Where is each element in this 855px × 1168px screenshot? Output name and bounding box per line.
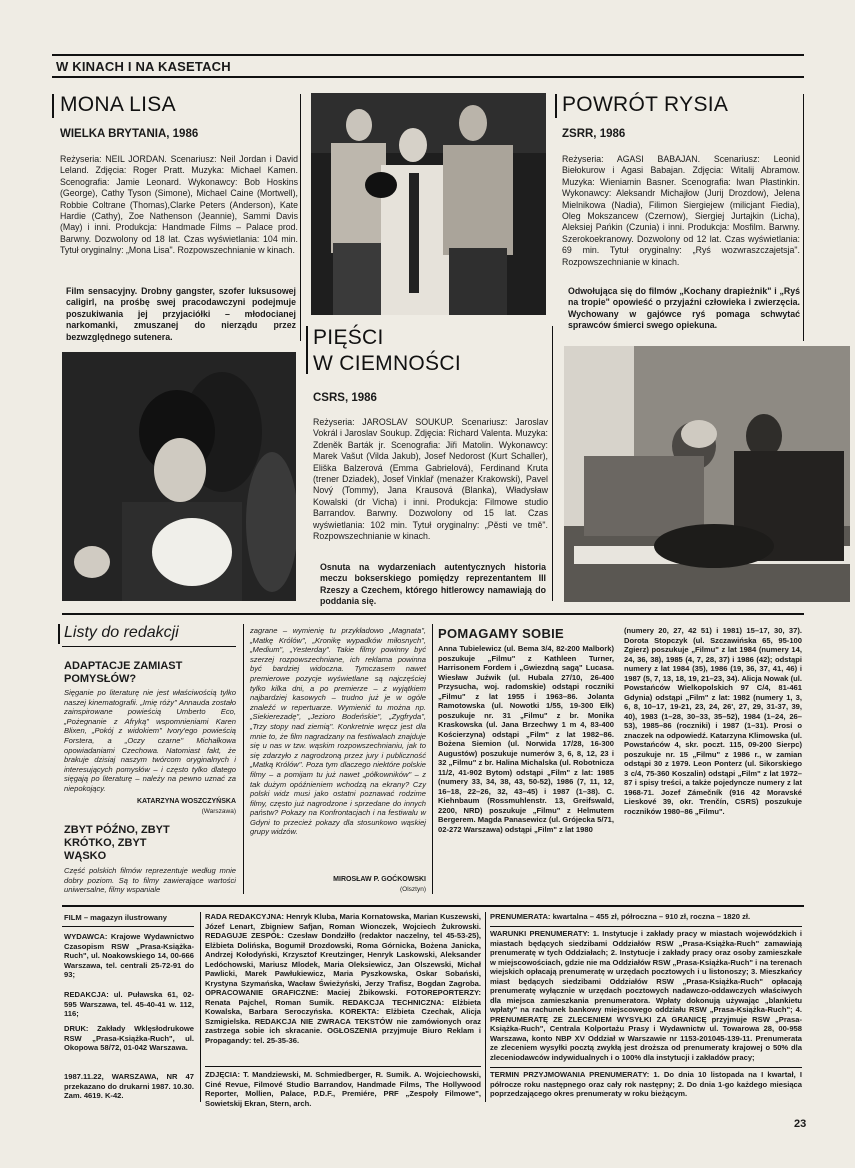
rys-lead: Odwołująca się do filmów „Kochany drapieżnik" i „Ryś na tropie" opowieść o przyjaźni człowieka i zwierzęcia. Wychowany w gajówce ryś pomaga schwytać sprawców śmierci swego opiekuna. <box>568 286 800 331</box>
photo-mona-lisa <box>62 352 296 601</box>
adapt-title: ADAPTACJE ZAMIAST POMYSŁÓW? <box>64 660 183 685</box>
piesci-credits: Reżyseria: JAROSLAV SOUKUP. Scenariusz: Jaroslav Vokrál i Jaroslav Soukup. Zdjęcia: Richard Valenta. Muzyka: Zdeněk Barták jr. Scenografia: Jiři Matolin. Wykonawcy: Marek Vašut (Vilda Jakub), Josef Nedorost (Kurt Schaller), Eliška Balzerová (Emma Gabrielová), Ferdinand Kruta (trener Dziadek), Josef Vinklař (menażer Krakowski), Pavel Nový (Tommy), Jana Krausová (Blanka), Władysław Kowalski (dr Vicha) i inni. Produkcja: Filmowe studio Barrandov. Barwny. Dozwolony od 15 lat. Czas wyświetlania: 102 min. Tytuł oryginalny: „Pěsti ve tmě". Rozpowszechnianie w kinach. <box>313 417 548 542</box>
rys-country: ZSRR, 1986 <box>562 128 626 140</box>
imprint-warunki: WARUNKI PRENUMERATY: 1. Instytucje i zakłady pracy w miastach wojewódzkich i miastach będących siedzibami Oddziałów RSW „Prasa-Książka-Ruch" zamawiają prenumeratę w tych Oddziałach; 2. Instytucje i zakłady pracy oraz osoby zamieszkałe w miejscowościach, gdzie nie ma Oddziałów RSW „Prasa-Książka-Ruch" i na terenach wiejskich opłacają prenumeratę w urzędach pocztowych i u listonoszy; 3. Mieszkańcy miast będących siedzibami Oddziałów RSW „Prasa-Książka-Ruch" opłacają prenumeratę wyłącznie w urzędach pocztowych nadawczo-oddawczych właściwych dla miejsca zamieszkania prenumeratora. Wpłaty dokonują używając „blankietu wpłaty" na rachunek bankowy miejscowego oddziału RSW „Prasa-Książka-Ruch"; 4. PRENUMERATĘ ZE ZLECENIEM WYSYŁKI ZA GRANICĘ przyjmuje RSW „Prasa-Książka-Ruch", Centrala Kolportażu Prasy i Wydawnictw ul. Towarowa 28, 00-958 Warszawa, konto NBP XV Oddział w Warszawie nr 1153-201045-139-11. Prenumerata ze zleceniem wysyłki pocztą zwykłą jest droższa od prenumeraty krajowej o 50% dla zleceniodawców indywidualnych i o 100% dla instytucji i zakładów pracy; <box>490 929 802 1062</box>
pomagamy-header: POMAGAMY SOBIE <box>438 626 565 641</box>
imprint-title-rule <box>62 926 194 927</box>
listy-left-bar <box>58 624 60 644</box>
adapt-text: Sięganie po literaturę nie jest właściwością tylko naszej kinematografii. „Imię róży" Annauda zostało zainspirowane powieścią Umberto Eco, „Pożegnanie z Afryką" wspomnieniami Karen Blixen, „Pokój z widokiem" Ivory'ego powieścią Forstera, a „Oczy czarne" Michałkowa opowiadaniami Czechowa. Natomiast fakt, że brakuje dzisiaj naszym twórcom oryginalnych i interesujących pomysłów – i często tylko dlatego sięgają po literaturę – należy na pewno uznać za niepokojący. <box>64 688 236 793</box>
imprint-rule-1 <box>200 912 201 1102</box>
mona-title: MONA LISA <box>60 93 176 116</box>
col2-city: (Olsztyn) <box>400 886 426 893</box>
mona-left-bar <box>52 94 54 118</box>
piesci-column-rule <box>552 326 553 601</box>
imprint-zdjecia-rule <box>205 1066 481 1067</box>
imprint-termin-rule <box>490 1067 802 1068</box>
zbyt-title: ZBYT PÓŹNO, ZBYT KRÓTKO, ZBYT WĄSKO <box>64 824 170 862</box>
piesci-left-bar <box>306 326 308 374</box>
rys-column-rule <box>803 94 804 341</box>
adapt-city: (Warszawa) <box>201 808 236 815</box>
imprint-warunki-rule <box>490 926 802 927</box>
pomagamy-col2: (numery 20, 27, 42 51) i 1981) 15–17, 30, 37). Dorota Stopczyk (ul. Szczawińska 65, 95-100 Zgierz) poszukuje „Filmu" z lat 1984 (numery 14, 24, 36, 38), 1985 (4, 7, 28, 37) i 1986 (42); odstąpi numery z lat 1984 (35), 1986 (19, 36, 37, 41, 46) i 1987 (5, 7, 13, 18, 19, 21–23, 34). Alicja Nowak (ul. Powstańców Wielkopolskich 97 C/4, 81-461 Gdynia) odstąpi „Film" z lat: 1982 (numery 1, 3, 6, 8, 10–17, 19-21, 23, 24, 26', 27, 29, 31-37, 39, 40), 1983 (1–28, 30–33, 35–52), 1984 (1–24, 26–53), 1985–86 (roczniki) i 1987 (1–31). Prosi o znaczek na odpowiedź. Katarzyna Klimowska (ul. Powstańców 4, skr. poczt. 115, 09-200 Sierpc) poszukuje nr. 15 „Filmu" z 1986 r., w zamian odstąpi 30 z 1979. Leon Ponterz (ul. Sikorskiego 3 c/4, 75-360 Koszalin) odstąpi „Film" z lat 1972–87 i spisy treści, a także pojedyncze numery z lat 1968-71. Jozef Zámečník (916 42 Moravské Lieskové 39, okr. Trenčín, CSRS) poszukuje roczników 1980–86 „Filmu". <box>624 626 802 816</box>
piesci-country: CSRS, 1986 <box>313 392 377 404</box>
page-number: 23 <box>794 1118 807 1130</box>
mona-column-rule <box>300 94 301 341</box>
imprint-rule-2 <box>485 912 486 1102</box>
piesci-title-line2: W CIEMNOŚCI <box>313 352 461 375</box>
adapt-signature: KATARZYNA WOSZCZYŃSKA <box>136 798 236 805</box>
piesci-lead: Osnuta na wydarzeniach autentycznych historia meczu bokserskiego pomiędzy reprezentantem III Rzeszy a Czechem, którego hitlerowcy namawiają do poddania się. <box>320 562 546 607</box>
listy-col2-text: zagrane – wymienię tu przykładowo „Magnata", „Matkę Królów", „Kronikę wypadków miłosnych", „Medium", „Yesterday". Takie filmy powinny być szerzej rozpowszechniane, ich reklama powinna być bardziej widoczna. Tymczasem nawet premierowe pozycje wyświetlane są najczęściej tylko kilka dni, a po premierze – z wyjątkiem najbardziej kasowych – trudno już je w ogóle znaleźć w repertuarze. Wymienić tu można np. „Siekierezadę", „Jezioro Bodeńskie", „Zygfryda", „Trzy stopy nad ziemią". Konkretnie wręcz jest dla mnie to, że film nagradzany na festiwalach znajduje się u nas w tzw. wąskim rozpowszechnianiu, jak to się zdarzyło z nagrodzoną przez jury i publiczność „Matką Królów". Poza tym dlaczego niektóre polskie filmy – a pomijam tu już nawet „półkowników" – z tak dużym opóźnieniem wchodzą na ekrany? Czy polski widz musi jako ostatni poznawać rodzime filmy, często już nagrodzone i sprzedane do innych państw? Pokazy na Konfrontacjach i na festiwalu w Gdyni to przecież pokazy dla stosunkowo wąskiej grupy widzów. <box>250 626 426 837</box>
imprint-termin: TERMIN PRZYJMOWANIA PRENUMERATY: 1. Do dnia 10 listopada na I kwartał, I półrocze roku następnego oraz cały rok następny; 2. Do dnia 1-go każdego miesiąca poprzedzającego okres prenumeraty w roku bieżącym. <box>490 1070 802 1098</box>
col2-signature: MIROSŁAW P. GOĆKOWSKI <box>333 876 426 883</box>
section-header: W KINACH I NA KASETACH <box>56 59 231 74</box>
header-bottom-rule <box>52 76 804 78</box>
imprint-prenumerata: PRENUMERATA: kwartalna – 455 zł, półroczna – 910 zł, roczna – 1820 zł. <box>490 912 751 921</box>
mona-lead: Film sensacyjny. Drobny gangster, szofer luksusowej caligirl, na prośbę swej pracodawczyni podejmuje poszukiwania jej przyjaciółki – młodocianej narkomanki, zmuszanej do nierządu przez bezwzględnego sutenera. <box>66 286 296 342</box>
header-top-rule <box>52 54 804 56</box>
imprint-druk: DRUK: Zakłady Wklęsłodrukowe RSW „Prasa-Książka-Ruch", ul. Okopowa 58/72, 01-042 Warszawa. <box>64 1024 194 1052</box>
rys-left-bar <box>555 94 557 118</box>
middle-rule <box>62 613 804 615</box>
imprint-top-rule <box>62 905 804 907</box>
imprint-wydawca: WYDAWCA: Krajowe Wydawnictwo Czasopism RSW „Prasa-Książka-Ruch", ul. Noakowskiego 14, 00-666 Warszawa, tel. centrali 25-72-91 do 93; <box>64 932 194 979</box>
imprint-redakcja: REDAKCJA: ul. Puławska 61, 02-595 Warszawa, tel. 45-40-41 w. 112, 116; <box>64 990 194 1018</box>
mona-country: WIELKA BRYTANIA, 1986 <box>60 128 199 140</box>
pomagamy-column-rule <box>432 624 433 894</box>
listy-header: Listy do redakcji <box>64 624 179 641</box>
zbyt-text: Część polskich filmów reprezentuje według mnie dobry poziom. Są to filmy zawierające wartości uniwersalne, filmy wspaniale <box>64 866 236 895</box>
imprint-zdjecia: ZDJĘCIA: T. Mandziewski, M. Schmiedberger, R. Sumik. A. Wojciechowski, Ciné Revue, Filmové Studio Barrandov, Handmade Films, The Hollywood Reporter, Mollien, Palace, P.D.F., Premiére, PRF „Zespoły Filmowe", Sowietskij Ekran, Stern, arch. <box>205 1070 481 1108</box>
pomagamy-col1: Anna Tubielewicz (ul. Bema 3/4, 82-200 Malbork) poszukuje „Filmu" z Kathleen Turner, Harrisonem Fordem i „Gwiezdną sagą" Lucasa. Wiesław Juźwik (ul. Hubala 27/10, 26-400 Przysucha, woj. radomskie) odstąpi roczniki „Filmu" z lat 1955 i 1963–86. Jolanta Ramotowska (ul. Nowotki 1/55, 19-300 Ełk) poszukuje nr. 31 „Filmu" z br. Monika Kraskowska (ul. Jana Brzechwy 1 m 4, 83-400 Kościerzyna) odstąpi „Film" z lat 1982–86. Bożena Siemion (ul. Norwida 17/28, 16-300 Augustów) poszukuje numerów 3, 6, 8, 12, 23 i 32 „Filmu" z br. Halina Michalska (ul. Robotnicza 11/2, 41-902 Bytom) odstąpi „Film" z lat: 1985 (numery 33, 34, 38, 43, 50-52), 1986 (7, 11, 12, 16–18, 22–26, 32, 43–45) i 1987 (1–38). C. Kiehnbaum (Rossmuhlenstr. 13, Greifswald, 2200, NRD) poszukuje „Filmu" z Helmutem Bergerem. Magda Panasewicz (ul. Grójecka 5/71, 02-272 Warszawa) odstąpi „Film" z lat 1980 <box>438 644 614 834</box>
photo-boxers <box>311 93 546 315</box>
mona-credits: Reżyseria: NEIL JORDAN. Scenariusz: Neil Jordan i David Leland. Zdjęcia: Roger Pratt. Muzyka: Michael Kamen. Scenografia: Jamie Leonard. Wykonawcy: Bob Hoskins (George), Cathy Tyson (Simone), Michael Caine (Mortwell), Robbie Coltrane (Thomas),Clarke Peters (Anderson), Kate Hardie (Cathy), Zoe Nathenson (Jeannie), Sammi Davis (May) i inni. Produkcja: Handmade Films – Palace prod. Barwny. Dozwolony od 18 lat. Czas wyświetlania: 104 min. Tytuł oryginalny: „Mona Lisa". Rozpowszechnianie w kinach. <box>60 154 298 256</box>
piesci-title-line1: PIĘŚCI <box>313 326 384 349</box>
rys-title: POWRÓT RYSIA <box>562 93 729 116</box>
photo-lynx <box>564 346 850 602</box>
imprint-date: 1987.11.22, WARSZAWA, NR 47 przekazano do drukarni 1987. 10.30. Zam. 4619. K-42. <box>64 1072 194 1100</box>
listy-underline <box>62 646 236 647</box>
listy-column-rule <box>243 624 244 894</box>
rys-credits: Reżyseria: AGASI BABAJAN. Scenariusz: Leonid Biełokurow i Agasi Babajan. Zdjęcia: Witalij Abramow. Muzyka: Wieniamin Basner. Scenografia: Iwan Płastinkin. Wykonawcy: Aleksandr Michajłow (Jurij Drozdow), Jelena Mielnikowa (Nadia), Filimon Siergiejew (milicjant Fiedia), Oleg Mokszancew (Czernow), Siergiej Jurtajkin (Licha), Aleksiej Pańkin (Czunia) i inni. Produkcja: Mosfilm. Barwny. Szerokoekranowy. Dozwolony od 12 lat. Czas wyświetlania: 69 min. Tytuł oryginalny: „Ryś wozwraszczajetsja". Rozpowszechnianie w kinach. <box>562 154 800 267</box>
imprint-title: FILM – magazyn ilustrowany <box>64 913 167 922</box>
imprint-rada: RADA REDAKCYJNA: Henryk Kluba, Maria Kornatowska, Marian Kuszewski, Józef Lenart, Zbigniew Safjan, Roman Wionczek, Wojciech Żukrowski. REDAGUJE ZESPÓŁ: Czesław Dondziłło (redaktor naczelny, tel 45-53-25), Elżbieta Dolińska, Bogumił Drozdowski, Roma Górnicka, Bożena Janicka, Andrzej Kołodyński, Krzysztof Kreutzinger, Henryk Laskowski, Aleksander Ledóchowski, Mariusz Mlodek, Maria Oleksiewicz, Jan Olszewski, Michał Pawlicki, Marek Pawłukiewicz, Maria Pyszkowska, Oskar Sobański, Krystyna Szymańska, Wacław Świeżyński, Jerzy Trafisz, Bogdan Zagroba. OPRACOWANIE GRAFICZNE: Maciej Żbikowski. FOTOREPORTERZY: Renata Pajchel, Roman Sumik. REDAKCJA TECHNICZNA: Elżbieta Kowalska, Barbara Seroczyńska. KOREKTA: Elżbieta Czechak, Alicja Szmigielska. REDAKCJA NIE ZWRACA TEKSTÓW nie zamówionych oraz zastrzega sobie ich skracanie. OGŁOSZENIA przyjmuje Biuro Reklam i Propagandy: tel. 25-35-36. <box>205 912 481 1045</box>
